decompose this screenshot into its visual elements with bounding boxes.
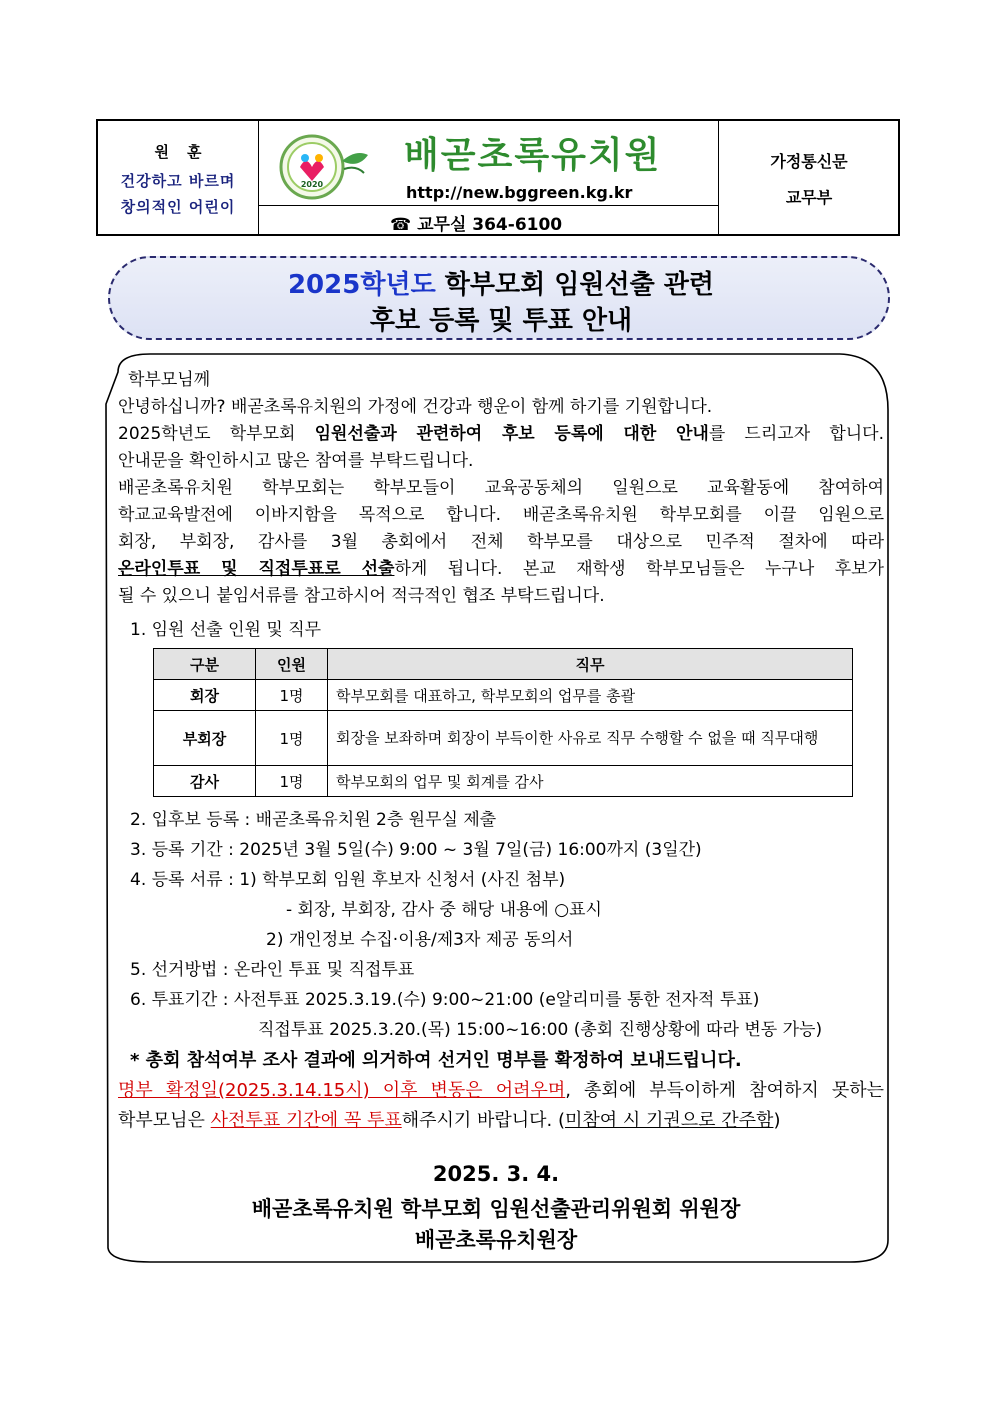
signature-line-1: 배곧초록유치원 학부모회 임원선출관리위원회 위원장	[251, 1197, 741, 1221]
intro-line-5: 학교교육발전에 이바지함을 목적으로 합니다. 배곧초록유치원 학부모회를 이끌 임원으로	[118, 505, 884, 525]
notice-underlined: 미참여 시 기권으로 간주함	[565, 1110, 774, 1131]
notice-line-3c: )	[773, 1110, 781, 1131]
intro-line-2c: 를 드리고자 합니다.	[708, 424, 884, 444]
item-6-sub: 직접투표 2025.3.20.(목) 15:00~16:00 (총회 진행상황에 따라 변동 가능)	[258, 1020, 823, 1040]
motto-line-1: 건강하고 바르며	[120, 172, 236, 190]
notice-line-3	[118, 1107, 780, 1134]
intro-line-1: 안녕하십니까? 배곧초록유치원의 가정에 건강과 행운이 함께 하기를 기원합니다.	[118, 397, 713, 417]
header-count: 인원	[256, 649, 328, 680]
section-1-heading: 1. 임원 선출 인원 및 직무	[130, 620, 322, 640]
duty-cell: 학부모회를 대표하고, 학부모회의 업무를 총괄	[328, 680, 853, 711]
role-cell: 회장	[154, 680, 256, 711]
header-category: 구분	[154, 649, 256, 680]
notice-star: * 총회 참석여부 조사 결과에 의거하여 선거인 명부를 확정하여 보내드립니다.	[130, 1050, 742, 1071]
table-row	[154, 680, 853, 711]
intro-line-6: 회장, 부회장, 감사를 3월 총회에서 전체 학부모를 대상으로 민주적 절차에 따라	[118, 532, 884, 552]
item-3: 3. 등록 기간 : 2025년 3월 5일(수) 9:00 ~ 3월 7일(금) 16:00까지 (3일간)	[130, 840, 702, 860]
phone-number: ☎ 교무실 364-6100	[390, 215, 563, 235]
title-banner	[108, 256, 890, 340]
kindergarten-logo	[264, 131, 374, 201]
title-line-1	[110, 264, 892, 301]
item-5: 5. 선거방법 : 온라인 투표 및 직접투표	[130, 960, 415, 980]
notice-line-2-rest: , 총회에 부득이하게 참여하지 못하는	[565, 1080, 884, 1101]
notice-line-3a: 학부모님은	[118, 1110, 211, 1131]
department: 교무부	[785, 188, 833, 207]
doc-type: 가정통신문	[770, 152, 848, 171]
intro-line-4: 배곧초록유치원 학부모회는 학부모들이 교육공동체의 일원으로 교육활동에 참여하여	[118, 478, 884, 498]
notice-line-2	[118, 1077, 884, 1104]
greeting: 학부모님께	[128, 370, 211, 390]
intro-line-8: 될 수 있으니 붙임서류를 참고하시어 적극적인 협조 부탁드립니다.	[118, 586, 605, 606]
count-cell: 1명	[256, 711, 328, 766]
signature-date: 2025. 3. 4.	[432, 1162, 560, 1186]
role-cell: 부회장	[154, 711, 256, 766]
duty-table	[153, 648, 853, 797]
notice-red-1: 명부 확정일(2025.3.14.15시) 이후 변동은 어려우며	[118, 1080, 566, 1101]
doc-type-cell	[718, 121, 899, 234]
intro-line-2a: 2025학년도 학부모회	[118, 424, 315, 444]
notice-line-3b: 해주시기 바랍니다. (	[401, 1110, 566, 1131]
item-6: 6. 투표기간 : 사전투표 2025.3.19.(수) 9:00~21:00 (e알리미를 통한 전자적 투표)	[130, 990, 760, 1010]
intro-line-7	[118, 556, 884, 583]
motto-line-2: 창의적인 어린이	[120, 198, 236, 216]
title-line-1-rest: 학부모회 임원선출 관련	[435, 270, 715, 300]
letterhead	[96, 119, 900, 236]
intro-line-3: 안내문을 확인하시고 많은 참여를 부탁드립니다.	[118, 451, 474, 471]
intro-line-7-underlined: 온라인투표 및 직접투표로 선출	[118, 559, 395, 579]
table-row	[154, 766, 853, 797]
count-cell: 1명	[256, 766, 328, 797]
motto-cell	[98, 121, 259, 234]
title-year: 2025학년도	[287, 270, 436, 300]
item-4-sub-1: - 회장, 부회장, 감사 중 해당 내용에 ○표시	[286, 900, 602, 920]
intro-line-2-bold: 임원선출과 관련하여 후보 등록에 대한 안내	[314, 424, 709, 444]
count-cell: 1명	[256, 680, 328, 711]
item-2: 2. 입후보 등록 : 배곧초록유치원 2층 원무실 제출	[130, 810, 497, 830]
notice-red-2: 사전투표 기간에 꼭 투표	[210, 1110, 402, 1131]
school-url[interactable]: http://new.bggreen.kg.kr	[406, 183, 633, 202]
school-info-cell	[258, 121, 718, 234]
duty-cell: 학부모회의 업무 및 회계를 감사	[328, 766, 853, 797]
duty-cell: 회장을 보좌하며 회장이 부득이한 사유로 직무 수행할 수 없을 때 직무대행	[328, 711, 853, 766]
item-4-sub-2: 2) 개인정보 수집·이용/제3자 제공 동의서	[266, 930, 574, 950]
header-duty: 직무	[328, 649, 853, 680]
table-header-row	[154, 649, 853, 680]
role-cell: 감사	[154, 766, 256, 797]
logo-year: 2020	[300, 180, 324, 189]
motto-title: 원훈	[154, 143, 220, 161]
kindergarten-name: 배곧초록유치원	[404, 135, 662, 176]
phone-row	[258, 205, 718, 235]
item-4: 4. 등록 서류 : 1) 학부모회 임원 후보자 신청서 (사진 첨부)	[130, 870, 566, 890]
title-line-2: 후보 등록 및 투표 안내	[369, 306, 633, 336]
table-row	[154, 711, 853, 766]
intro-line-2	[118, 421, 884, 448]
signature-line-2: 배곧초록유치원장	[414, 1228, 578, 1252]
intro-line-7b: 하게 됩니다. 본교 재학생 학부모님들은 누구나 후보가	[394, 559, 884, 579]
